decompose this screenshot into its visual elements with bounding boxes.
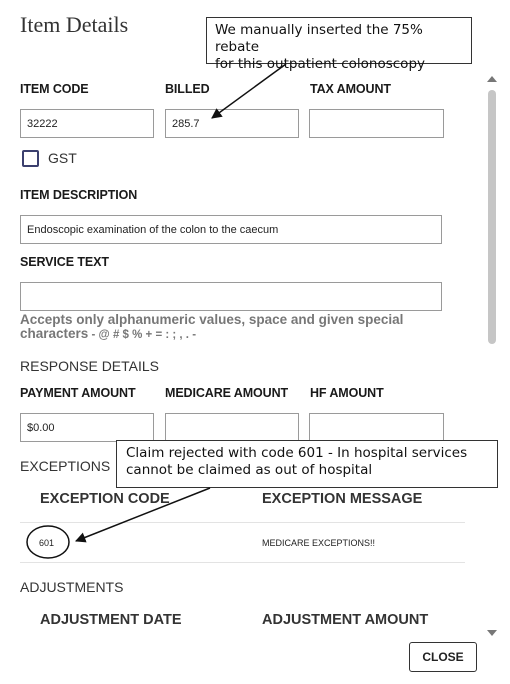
exception-message-cell: MEDICARE EXCEPTIONS!! [262, 538, 376, 548]
adjustment-date-header: ADJUSTMENT DATE [40, 612, 182, 628]
service-text-label: SERVICE TEXT [20, 255, 109, 269]
claim-annotation-line1: Claim rejected with code 601 - In hospital services [126, 445, 468, 461]
tax-amount-label: TAX AMOUNT [310, 82, 391, 96]
hint-chars: - @ # $ % + = : ; , . - [88, 329, 197, 341]
item-description-label: ITEM DESCRIPTION [20, 188, 138, 202]
rebate-arrow [212, 64, 286, 118]
hint-main: Accepts only alphanumeric values, space and given special [20, 312, 404, 327]
rebate-annotation-line2: for this outpatient colonoscopy [215, 56, 426, 72]
hf-amount-label: HF AMOUNT [310, 386, 384, 400]
item-description-value: Endoscopic examination of the colon to the caecum [27, 223, 279, 236]
hint-chars-prefix: characters [20, 326, 89, 341]
payment-amount-label: PAYMENT AMOUNT [20, 386, 136, 400]
rebate-annotation-line1: We manually inserted the 75% rebate [215, 22, 423, 55]
code-highlight-circle [27, 526, 69, 558]
dialog-title: Item Details [20, 12, 129, 37]
adjustments-heading: ADJUSTMENTS [20, 579, 124, 595]
adjustment-amount-header: ADJUSTMENT AMOUNT [262, 612, 429, 628]
claim-annotation-line2: cannot be claimed as out of hospital [126, 462, 373, 478]
item-code-value: 32222 [27, 117, 58, 130]
billed-label: BILLED [165, 82, 210, 96]
item-code-label: ITEM CODE [20, 82, 89, 96]
response-details-heading: RESPONSE DETAILS [20, 358, 160, 374]
exception-code-cell: 601 [39, 538, 55, 548]
close-button[interactable]: CLOSE [409, 642, 477, 672]
medicare-amount-label: MEDICARE AMOUNT [165, 386, 289, 400]
billed-value: 285.7 [172, 117, 200, 130]
exception-code-header: EXCEPTION CODE [40, 491, 170, 507]
payment-amount-value: $0.00 [27, 421, 55, 434]
exceptions-heading: EXCEPTIONS [20, 458, 111, 474]
gst-label: GST [48, 150, 77, 166]
exception-message-header: EXCEPTION MESSAGE [262, 491, 423, 507]
claim-arrow [76, 488, 210, 541]
